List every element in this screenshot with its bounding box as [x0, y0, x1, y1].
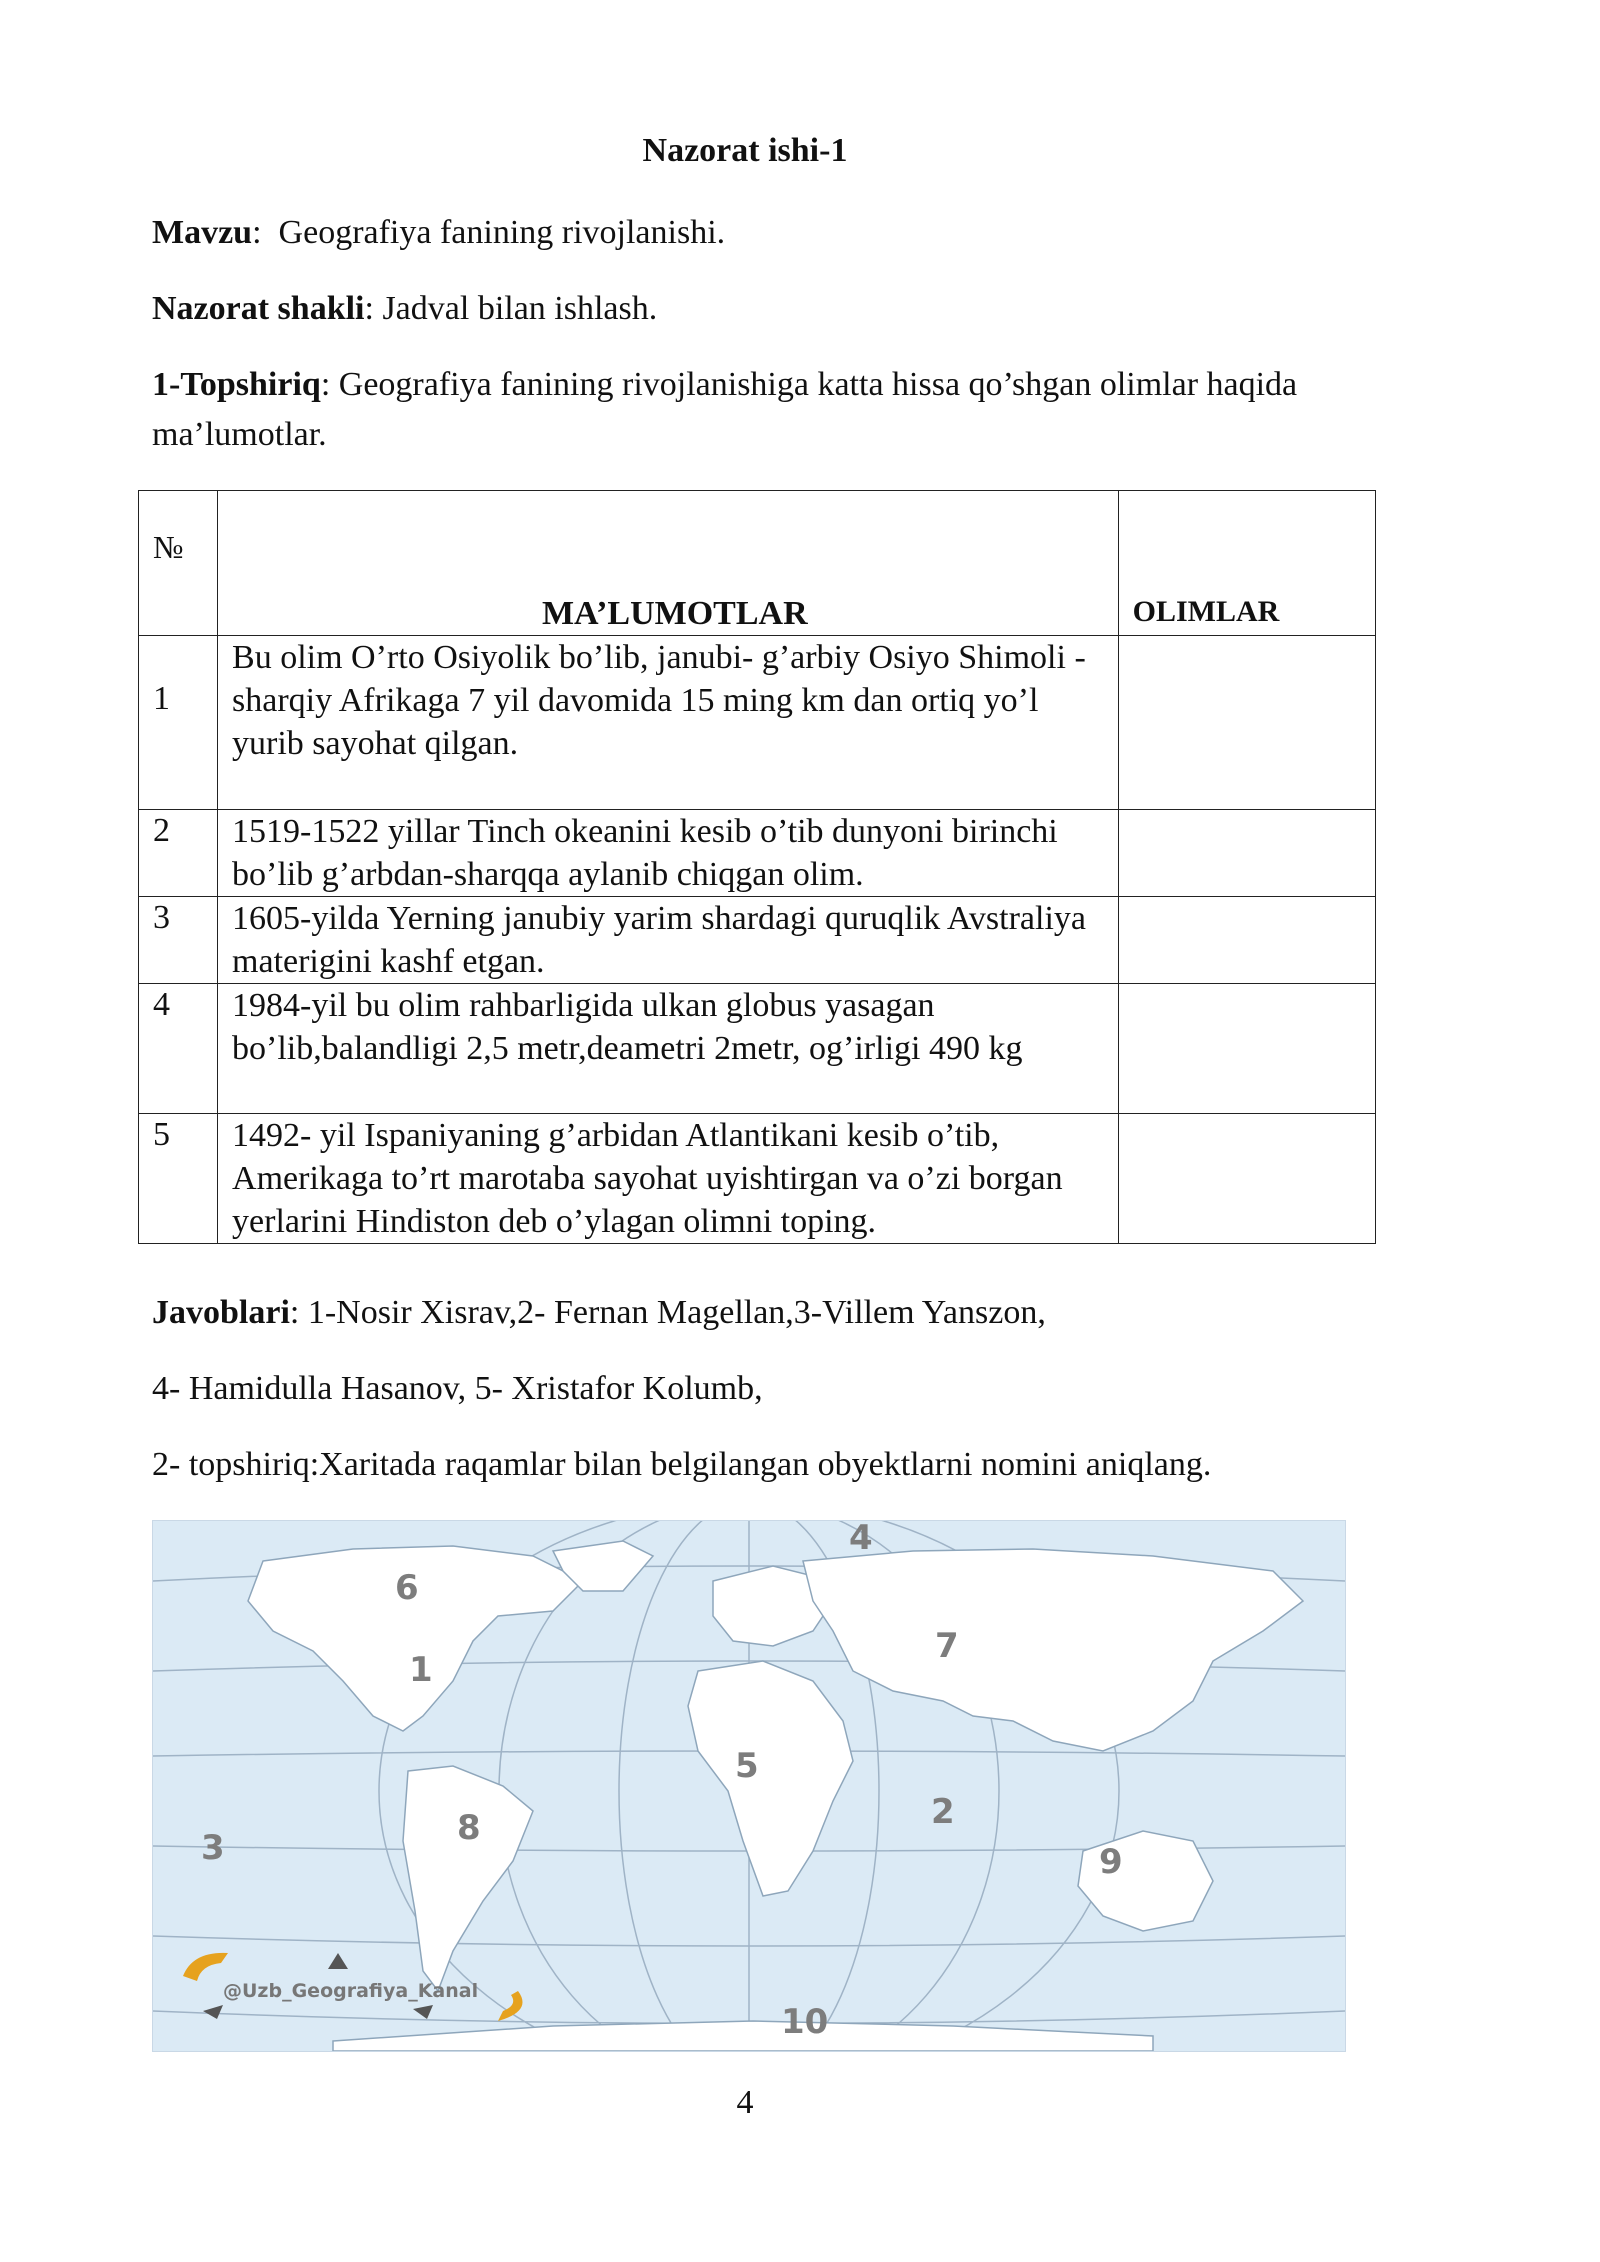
map-label-2: 2: [931, 1792, 955, 1832]
row-info: Bu olim O’rto Osiyolik bo’lib, janubi- g’arbiy Osiyo Shimoli -sharqiy Afrikaga 7 yil davomida 15 ming km dan ortiq yo’l yurib sayohat qilgan.: [218, 636, 1119, 810]
answers-label: Javoblari: [152, 1294, 290, 1331]
answers-sep: :: [289, 1294, 300, 1331]
map-label-8: 8: [457, 1808, 481, 1848]
row-info: 1519-1522 yillar Tinch okeanini kesib o’tib dunyoni birinchi bo’lib g’arbdan-sharqqa aylanib chiqgan olim.: [218, 810, 1119, 897]
table-row: [139, 984, 1376, 1114]
control-form-line: [152, 284, 657, 334]
table-header-row: [139, 491, 1376, 636]
scientists-table: [138, 490, 1376, 1244]
map-label-10: 10: [781, 2002, 829, 2042]
table-row: [139, 897, 1376, 984]
row-info: 1492- yil Ispaniyaning g’arbidan Atlantikani kesib o’tib, Amerikaga to’rt marotaba sayohat uyishtirgan va o’zi borgan yerlarini Hindiston deb o’ylagan olimni toping.: [218, 1114, 1119, 1244]
header-scientists: OLIMLAR: [1118, 491, 1375, 636]
answers-text-1: 1-Nosir Xisrav,2- Fernan Magellan,3-Villem Yanszon,: [299, 1294, 1046, 1331]
row-number: 1: [153, 680, 170, 717]
answers-line-1: [152, 1288, 1046, 1338]
task1-label: 1-Topshiriq: [152, 366, 321, 403]
row-scientist-cell[interactable]: [1118, 636, 1375, 810]
control-form-text: Jadval bilan ishlash.: [373, 290, 658, 327]
topic-text: Geografiya fanining rivojlanishi.: [278, 214, 726, 251]
topic-sep: :: [252, 214, 262, 251]
table-row: [139, 810, 1376, 897]
row-info: 1984-yil bu olim rahbarligida ulkan globus yasagan bo’lib,balandligi 2,5 metr,deametri 2metr, og’irligi 490 kg: [218, 984, 1119, 1114]
table-row: [139, 636, 1376, 810]
row-number: 2: [153, 812, 170, 849]
map-label-7: 7: [935, 1626, 959, 1666]
row-scientist-cell[interactable]: [1118, 1114, 1375, 1244]
map-label-3: 3: [201, 1828, 225, 1868]
row-number-cell: [139, 984, 218, 1114]
row-number-cell: [139, 636, 218, 810]
header-number: №: [139, 491, 218, 636]
map-label-5: 5: [735, 1746, 759, 1786]
watermark-text: @Uzb_Geografiya_Kanal: [223, 1980, 479, 2002]
map-label-6: 6: [395, 1568, 419, 1608]
world-map: [152, 1520, 1346, 2052]
row-scientist-cell[interactable]: [1118, 984, 1375, 1114]
task1-line: [152, 360, 1452, 460]
world-map-svg: [153, 1521, 1345, 2051]
task2-line: 2- topshiriq:Xaritada raqamlar bilan belgilangan obyektlarni nomini aniqlang.: [152, 1446, 1212, 1483]
table-row: [139, 1114, 1376, 1244]
answers-line-2: 4- Hamidulla Hasanov, 5- Xristafor Kolumb,: [152, 1370, 763, 1407]
topic-label: Mavzu: [152, 214, 253, 251]
task1-text: Geografiya fanining rivojlanishiga katta hissa qo’shgan olimlar haqida ma’lumotlar.: [152, 366, 1298, 453]
row-number-cell: [139, 810, 218, 897]
row-number-cell: [139, 1114, 218, 1244]
header-info: MA’LUMOTLAR: [218, 491, 1119, 636]
row-info: 1605-yilda Yerning janubiy yarim shardagi quruqlik Avstraliya materigini kashf etgan.: [218, 897, 1119, 984]
map-label-1: 1: [409, 1650, 433, 1690]
page-number: 4: [736, 2084, 754, 2121]
row-scientist-cell[interactable]: [1118, 897, 1375, 984]
row-scientist-cell[interactable]: [1118, 810, 1375, 897]
page-title: Nazorat ishi-1: [642, 132, 848, 169]
map-label-9: 9: [1099, 1842, 1123, 1882]
map-label-4: 4: [849, 1521, 873, 1558]
control-form-label: Nazorat shakli: [152, 290, 365, 327]
row-number-cell: [139, 897, 218, 984]
control-form-sep: :: [364, 290, 374, 327]
task1-sep: :: [320, 366, 331, 403]
row-number: 4: [153, 986, 170, 1023]
row-number: 3: [153, 899, 170, 936]
row-number: 5: [153, 1116, 170, 1153]
topic-line: [152, 208, 725, 258]
